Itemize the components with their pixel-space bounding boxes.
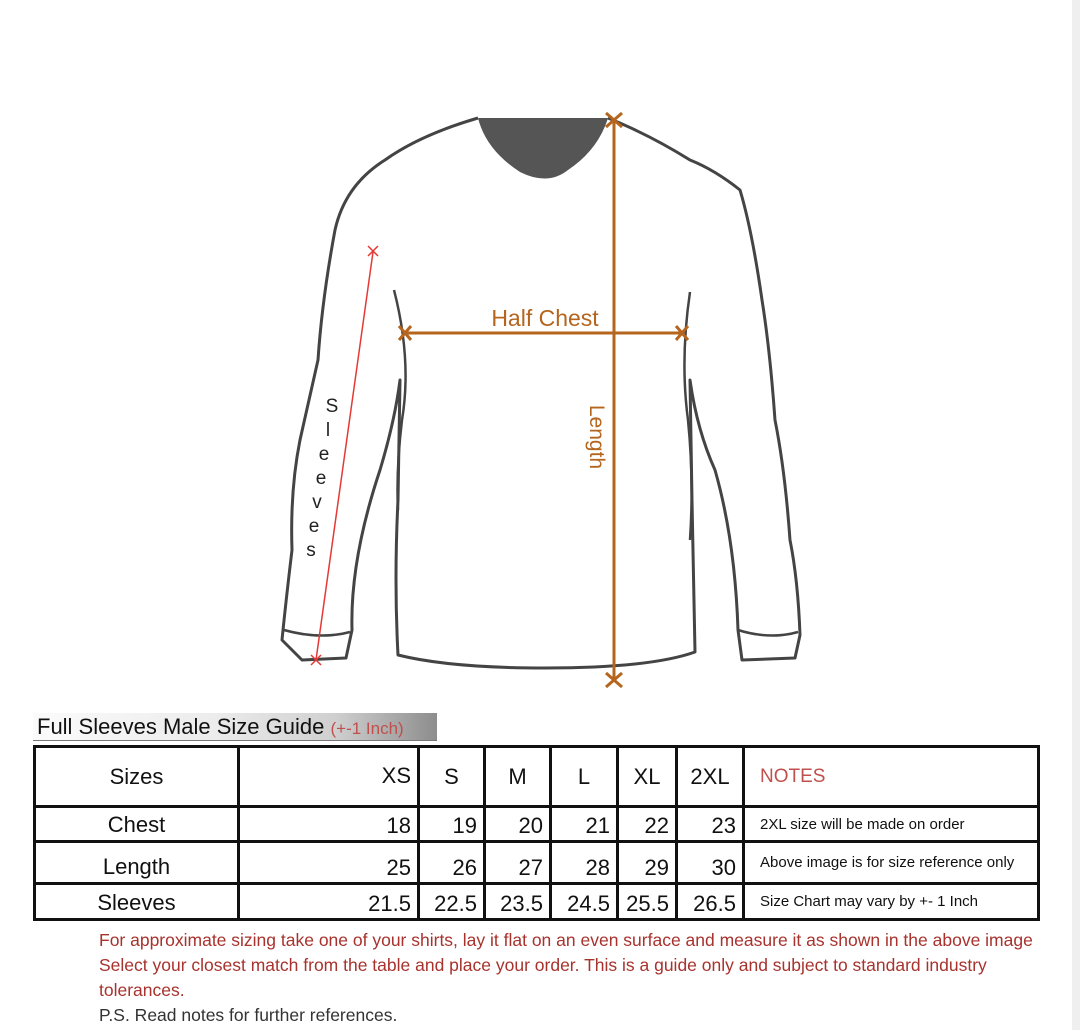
size-table xyxy=(33,745,1040,921)
row-label: Sleeves xyxy=(35,884,239,920)
shirt-outline xyxy=(282,118,800,668)
table-row xyxy=(35,842,1039,884)
size-header: L xyxy=(551,747,618,807)
sleeve-letter: e xyxy=(308,516,320,537)
instructions-text: For approximate sizing take one of your shirts, lay it flat on an even surface and measure it as shown in the above image Select your closest match from the table and place your order. This is a guide only and subject to standard industry tolerances. xyxy=(99,930,1033,1000)
table-cell: 19 xyxy=(419,807,485,842)
sleeve-letter: S xyxy=(325,396,339,417)
sizes-header: Sizes xyxy=(35,747,239,807)
size-header: XL xyxy=(618,747,677,807)
sleeve-letter: e xyxy=(318,444,330,465)
note-cell: 2XL size will be made on order xyxy=(744,807,1039,842)
table-cell: 27 xyxy=(485,842,551,884)
size-guide-title-text: Full Sleeves Male Size Guide xyxy=(37,714,325,739)
table-cell: 26.5 xyxy=(677,884,744,920)
size-guide-title xyxy=(33,713,437,741)
table-cell: 25.5 xyxy=(618,884,677,920)
table-cell: 22.5 xyxy=(419,884,485,920)
shirt-collar xyxy=(478,118,608,179)
table-cell: 24.5 xyxy=(551,884,618,920)
table-cell: 23.5 xyxy=(485,884,551,920)
table-row xyxy=(35,884,1039,920)
half-chest-label: Half Chest xyxy=(491,305,599,331)
sleeve-letter: l xyxy=(325,420,331,441)
sleeve-letter: v xyxy=(312,492,322,513)
table-cell: 29 xyxy=(618,842,677,884)
note-cell: Size Chart may vary by +- 1 Inch xyxy=(744,884,1039,920)
table-cell: 30 xyxy=(677,842,744,884)
size-header: M xyxy=(485,747,551,807)
sleeve-letter: s xyxy=(306,540,316,561)
table-row xyxy=(35,807,1039,842)
table-cell: 20 xyxy=(485,807,551,842)
row-label: Chest xyxy=(35,807,239,842)
size-header: XS xyxy=(239,747,419,807)
sleeve-letter: e xyxy=(315,468,327,489)
table-cell: 25 xyxy=(239,842,419,884)
table-cell: 23 xyxy=(677,807,744,842)
table-cell: 18 xyxy=(239,807,419,842)
notes-header: NOTES xyxy=(744,747,1039,807)
note-cell: Above image is for size reference only xyxy=(744,842,1039,884)
table-cell: 21 xyxy=(551,807,618,842)
row-label: Length xyxy=(35,842,239,884)
table-cell: 21.5 xyxy=(239,884,419,920)
left-cuff xyxy=(284,630,350,636)
right-cuff xyxy=(738,630,798,636)
size-header: S xyxy=(419,747,485,807)
size-header: 2XL xyxy=(677,747,744,807)
table-cell: 28 xyxy=(551,842,618,884)
table-cell: 22 xyxy=(618,807,677,842)
sizing-instructions xyxy=(99,928,1059,1028)
table-cell: 26 xyxy=(419,842,485,884)
length-label: Length xyxy=(585,404,608,470)
table-header-row xyxy=(35,747,1039,807)
tolerance-label: (+-1 Inch) xyxy=(330,719,404,738)
ps-note: P.S. Read notes for further references. xyxy=(99,1005,398,1025)
